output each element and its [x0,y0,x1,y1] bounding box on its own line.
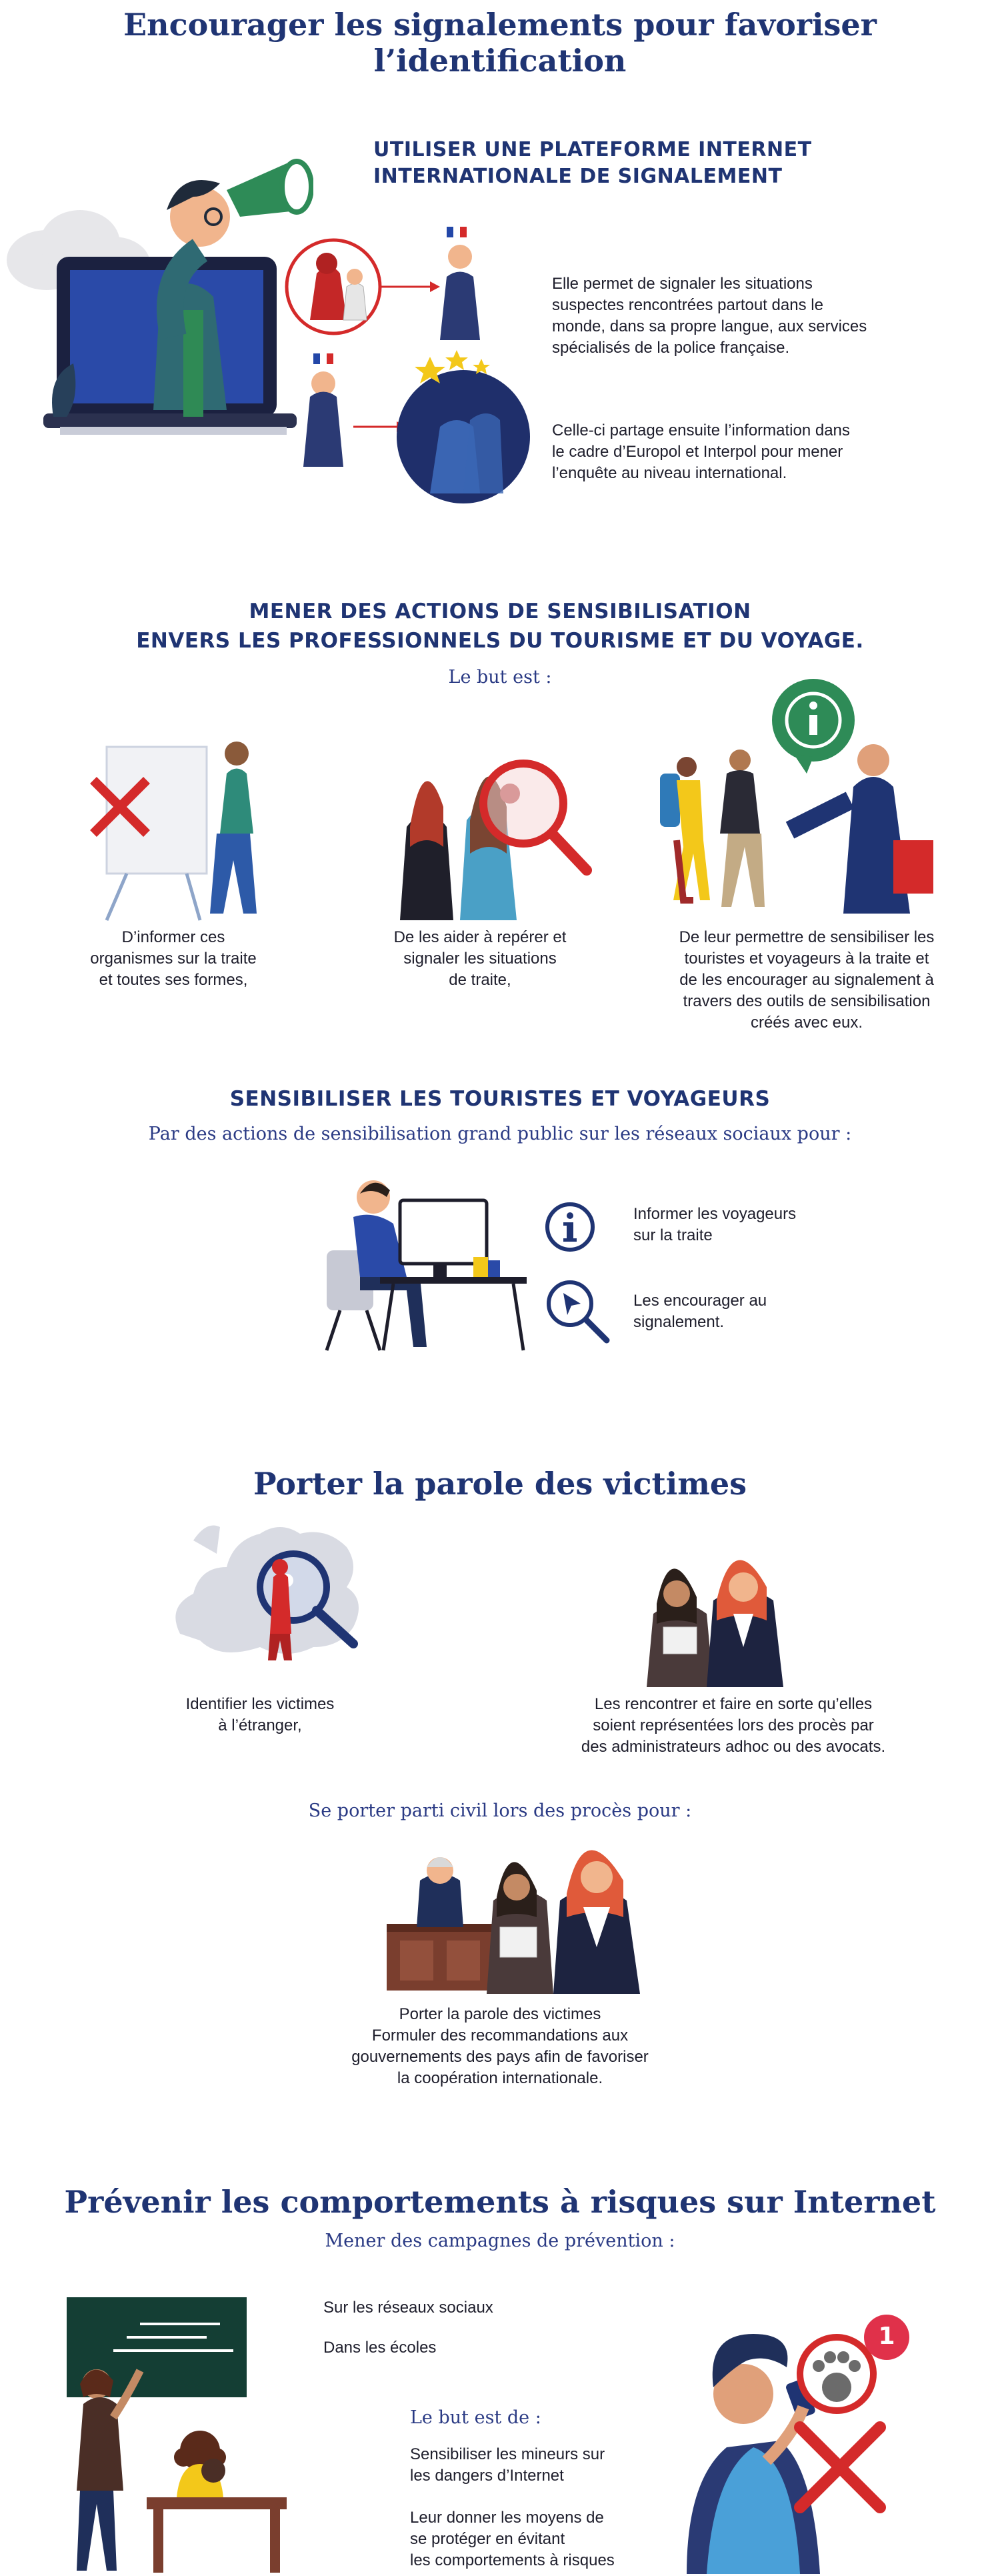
s4-left-text [127,1694,393,1736]
s5-title: Prévenir les comportements à risques sur Internet [64,2184,936,2220]
text-line: De les aider à repérer et [393,928,567,946]
text-line: Leur donner les moyens de [410,2509,604,2527]
text-line: se protéger en évitant [410,2530,565,2548]
text-line: organismes sur la traite [90,950,257,968]
s5-item-social: Sur les réseaux sociaux [323,2299,493,2317]
text-line: Elle permet de signaler les situations [552,275,813,293]
s3-item-2-text [633,1290,900,1333]
text-line: des administrateurs adhoc ou des avocats. [581,1738,886,1756]
s4-title: Porter la parole des victimes [253,1466,747,1502]
text-line: à l’étranger, [218,1716,302,1734]
text-line: sur la traite [633,1226,713,1244]
cursor-magnifier-icon [543,1277,610,1344]
text-line: Informer les voyageurs [633,1205,797,1223]
s2-col-2-text [347,927,613,991]
page-title: Encourager les signalements pour favoriser l’identification [123,7,877,79]
text-line: créés avec eux. [750,1014,863,1032]
s1-paragraph-1 [552,273,965,359]
notification-badge: 1 [878,2323,895,2350]
info-icon [543,1200,597,1254]
s2-col-1-text [40,927,307,991]
text-line: Formuler des recommandations aux [371,2027,629,2045]
text-line: de traite, [449,971,511,989]
text-line: suspectes rencontrées partout dans le [552,296,823,314]
s5-goal-label: Le but est de : [410,2407,541,2428]
s2-heading-line: MENER DES ACTIONS DE SENSIBILISATION [249,599,751,623]
text-line: les comportements à risques [410,2551,615,2569]
text-line: Sensibiliser les mineurs sur [410,2445,605,2463]
text-line: Identifier les victimes [185,1695,335,1713]
s5-goal-1 [410,2444,677,2487]
s3-item-1-text [633,1204,900,1246]
europe-map-magnifier-illustration [153,1500,393,1694]
text-line: Porter la parole des victimes [399,2005,601,2023]
text-line: Les encourager au [633,1292,767,1310]
s3-heading: SENSIBILISER LES TOURISTES ET VOYAGEURS [229,1087,771,1111]
text-line: spécialisés de la police française. [552,339,790,357]
text-line: et toutes ses formes, [99,971,248,989]
text-line: l’enquête au niveau international. [552,464,787,482]
text-line: D’informer ces [121,928,225,946]
text-line: soient représentées lors des procès par [593,1716,874,1734]
s3-subtitle: Par des actions de sensibilisation grand public sur les réseaux sociaux pour : [148,1124,852,1144]
text-line: Celle-ci partage ensuite l’information dans [552,421,850,439]
s2-heading [0,597,1000,656]
text-line: de les encourager au signalement à [679,971,934,989]
classroom-illustration [47,2291,293,2574]
s1-paragraph-2 [552,420,965,484]
s5-item-schools: Dans les écoles [323,2339,437,2357]
s5-goal-2 [410,2507,677,2571]
courtroom-illustration [380,1840,667,1994]
text-line: signalement. [633,1313,725,1331]
text-line: gouvernements des pays afin de favoriser [351,2048,649,2066]
s4-subtitle: Se porter parti civil lors des procès pour : [308,1800,692,1821]
text-line: le cadre d’Europol et Interpol pour mener [552,443,843,461]
teen-phone-illustration [667,2294,947,2574]
s1-heading-line: INTERNATIONALE DE SIGNALEMENT [373,165,783,188]
two-women-magnifier-illustration [387,740,607,920]
text-line: De leur permettre de sensibiliser les [679,928,935,946]
text-line: Les rencontrer et faire en sorte qu’elles [594,1695,873,1713]
s2-col-3-text [640,927,973,1034]
s2-subtitle: Le but est : [448,667,552,688]
text-line: touristes et voyageurs à la traite et [684,950,929,968]
board-presenter-illustration [87,734,287,927]
s5-subtitle: Mener des campagnes de prévention : [325,2231,675,2251]
text-line: monde, dans sa propre langue, aux services [552,317,867,335]
text-line: travers des outils de sensibilisation [683,992,931,1010]
s4-bottom-text [300,2004,700,2089]
report-flow-diagram [280,213,560,547]
desk-worker-illustration [313,1177,527,1354]
two-women-documents-illustration [633,1554,820,1687]
text-line: les dangers d’Internet [410,2467,564,2485]
text-line: la coopération internationale. [397,2069,603,2087]
s1-heading-line: UTILISER UNE PLATEFORME INTERNET [373,138,812,161]
s2-heading-line: ENVERS LES PROFESSIONNELS DU TOURISME ET DU VOYAGE. [136,629,864,653]
megaphone-laptop-illustration [0,143,313,463]
s4-right-text [533,1694,933,1758]
travelers-info-illustration [653,674,953,920]
text-line: signaler les situations [403,950,557,968]
s1-heading [373,137,812,190]
